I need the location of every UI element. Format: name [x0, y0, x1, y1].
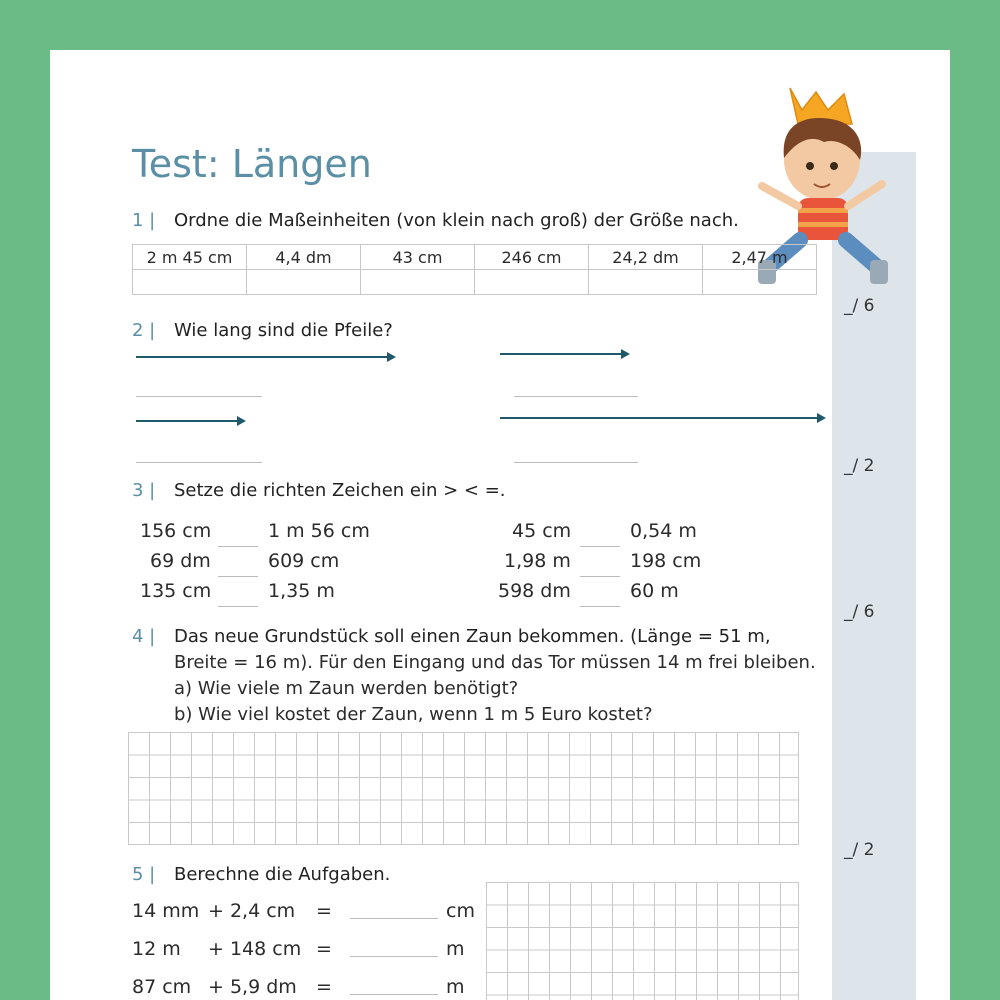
calc-unit: m: [446, 938, 465, 960]
page-title: Test: Längen: [132, 142, 372, 186]
arrow-1: [136, 356, 388, 358]
calc-op: + 2,4 cm: [208, 900, 296, 922]
compare-left-b: 1,35 m: [268, 580, 335, 602]
compare-left-a: 69 dm: [150, 550, 211, 572]
calc-eq: =: [316, 976, 332, 998]
task-text: Wie lang sind die Pfeile?: [174, 320, 393, 341]
calc-eq: =: [316, 900, 332, 922]
unit-cell: 246 cm: [475, 245, 589, 270]
task-number: 2 |: [132, 320, 156, 341]
task-4-line-2: Breite = 16 m). Für den Eingang und das Tor müssen 14 m frei bleiben.: [174, 652, 816, 673]
unit-cell: 43 cm: [361, 245, 475, 270]
unit-cell: 24,2 dm: [589, 245, 703, 270]
unit-cell: 4,4 dm: [247, 245, 361, 270]
task-1-heading: [132, 210, 739, 231]
task-text: Berechne die Aufgaben.: [174, 864, 391, 885]
score-task-4: _/ 2: [844, 840, 875, 860]
compare-right-a: 45 cm: [512, 520, 572, 542]
sign-line[interactable]: [218, 606, 258, 607]
worksheet: [50, 50, 950, 1000]
compare-left-b: 1 m 56 cm: [268, 520, 370, 542]
calc-op: + 148 cm: [208, 938, 302, 960]
answer-cell[interactable]: [703, 270, 817, 295]
units-table: [132, 244, 817, 295]
answer-line[interactable]: [514, 396, 638, 397]
compare-right-b: 0,54 m: [630, 520, 697, 542]
answer-cell[interactable]: [247, 270, 361, 295]
compare-left-b: 609 cm: [268, 550, 340, 572]
calc-grid[interactable]: [486, 882, 799, 1000]
task-text: Setze die richten Zeichen ein > < =.: [174, 480, 506, 501]
calc-a: 87 cm: [132, 976, 192, 998]
sign-line[interactable]: [218, 546, 258, 547]
task-4-line-4: b) Wie viel kostet der Zaun, wenn 1 m 5 Euro kostet?: [174, 704, 653, 725]
arrow-3: [136, 420, 238, 422]
compare-left-a: 135 cm: [140, 580, 212, 602]
result-line[interactable]: [350, 994, 438, 995]
result-line[interactable]: [350, 956, 438, 957]
calc-unit: cm: [446, 900, 475, 922]
sign-line[interactable]: [580, 576, 620, 577]
answer-line[interactable]: [514, 462, 638, 463]
task-number: 1 |: [132, 210, 156, 231]
task-number: 3 |: [132, 480, 156, 501]
compare-left-a: 156 cm: [140, 520, 212, 542]
answer-line[interactable]: [136, 462, 262, 463]
answer-cell[interactable]: [589, 270, 703, 295]
compare-right-b: 60 m: [630, 580, 679, 602]
task-4-heading: [132, 626, 771, 647]
answer-cell[interactable]: [361, 270, 475, 295]
answer-cell[interactable]: [475, 270, 589, 295]
answer-grid[interactable]: [128, 732, 799, 845]
task-number: 4 |: [132, 626, 156, 647]
task-2-heading: [132, 320, 393, 341]
task-4-line-3: a) Wie viele m Zaun werden benötigt?: [174, 678, 519, 699]
task-text-line-1: Das neue Grundstück soll einen Zaun bekommen. (Länge = 51 m,: [174, 626, 771, 647]
arrow-4: [500, 417, 818, 419]
task-5-heading: [132, 864, 390, 885]
calc-op: + 5,9 dm: [208, 976, 297, 998]
result-line[interactable]: [350, 918, 438, 919]
task-3-heading: [132, 480, 506, 501]
compare-right-b: 198 cm: [630, 550, 702, 572]
answer-cell[interactable]: [133, 270, 247, 295]
sign-line[interactable]: [580, 546, 620, 547]
score-task-2: _/ 2: [844, 456, 875, 476]
compare-right-a: 1,98 m: [504, 550, 571, 572]
unit-cell: 2 m 45 cm: [133, 245, 247, 270]
arrow-2: [500, 353, 622, 355]
sign-line[interactable]: [218, 576, 258, 577]
calc-unit: m: [446, 976, 465, 998]
compare-right-a: 598 dm: [498, 580, 571, 602]
unit-cell: 2,47 m: [703, 245, 817, 270]
calc-a: 12 m: [132, 938, 181, 960]
answer-line[interactable]: [136, 396, 262, 397]
task-text: Ordne die Maßeinheiten (von klein nach groß) der Größe nach.: [174, 210, 739, 231]
score-task-3: _/ 6: [844, 602, 875, 622]
score-task-1: _/ 6: [844, 296, 875, 316]
calc-a: 14 mm: [132, 900, 200, 922]
sign-line[interactable]: [580, 606, 620, 607]
task-number: 5 |: [132, 864, 156, 885]
calc-eq: =: [316, 938, 332, 960]
